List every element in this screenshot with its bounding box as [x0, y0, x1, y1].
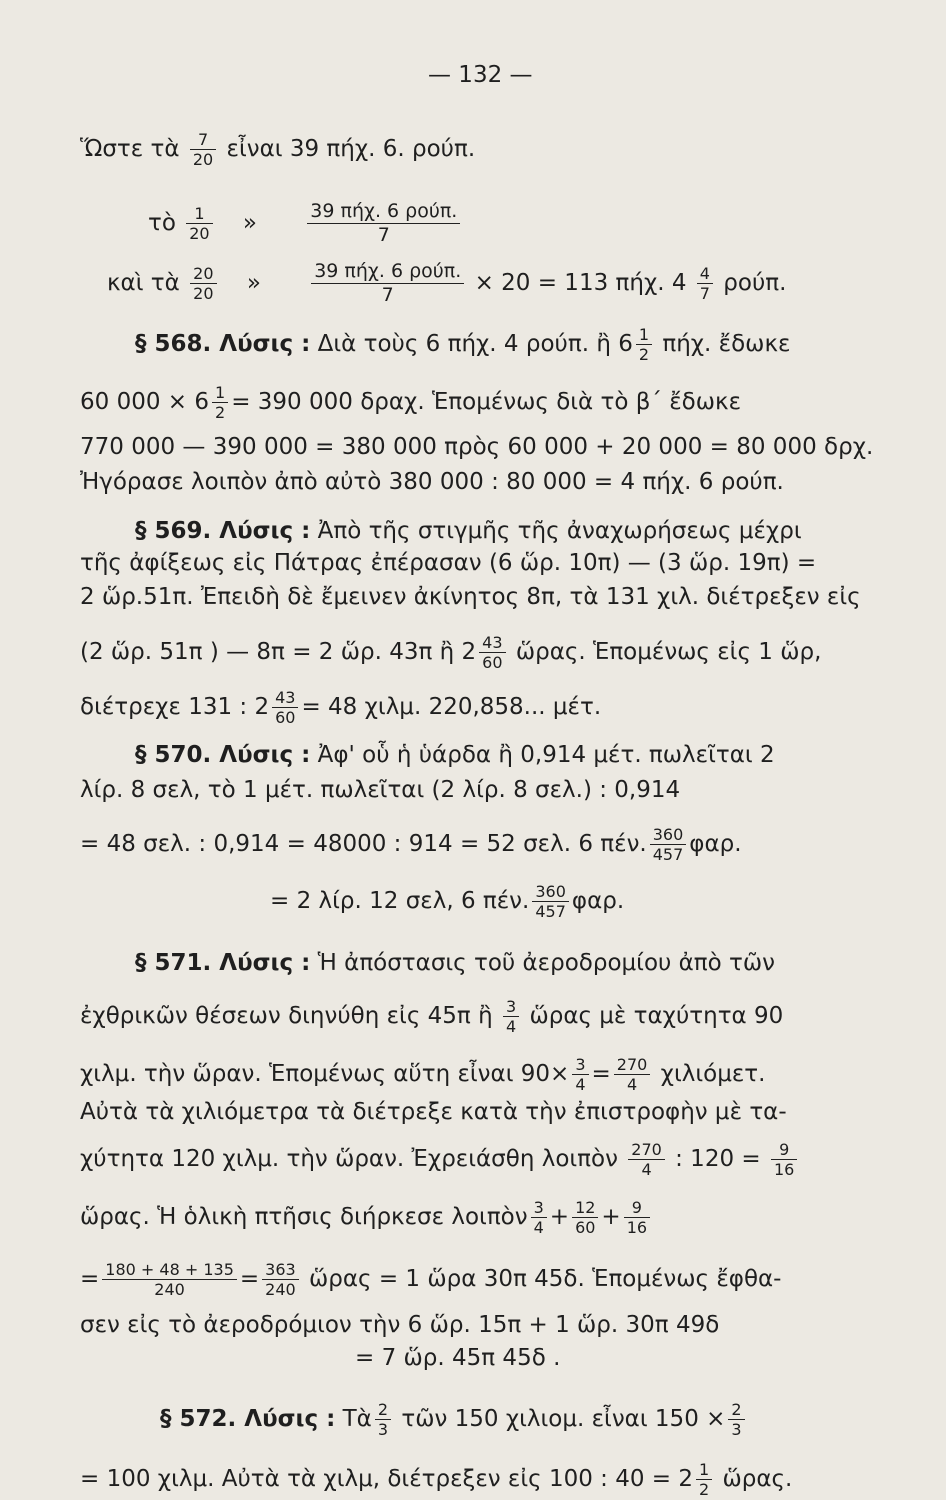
- fraction: $\frac{7}{20}$: [190, 130, 216, 169]
- fraction: $\frac{270}{4}$: [628, 1140, 665, 1179]
- s571-line-4: Αὐτὰ τὰ χιλιόμετρα τὰ διέτρεξε κατὰ τὴν ἐπιστροφὴν μὲ τα-: [80, 1099, 787, 1125]
- s571-line-9: = 7 ὥρ. 45π 45δ .: [355, 1345, 561, 1371]
- s572-line-1: § 572. Λύσις : Τὰ $\frac{2}{3}$ τῶν 150 χιλιομ. εἶναι 150 × $\frac{2}{3}$: [160, 1400, 748, 1439]
- fraction: $\frac{363}{240}$: [262, 1260, 299, 1299]
- s571-line-8: σεν εἰς τὸ ἀεροδρόμιον τὴν 6 ὥρ. 15π + 1 ὥρ. 30π 49δ: [80, 1312, 720, 1338]
- s571-line-7: = $\frac{180 + 48 + 135}{240}$ = $\frac{363}{240}$ ὥρας = 1 ὥρα 30π 45δ. Ἑπομένως ἔφθα-: [80, 1260, 782, 1299]
- s569-line-3: 2 ὥρ.51π. Ἐπειδὴ δὲ ἔμεινεν ἀκίνητος 8π, τὰ 131 χιλ. διέτρεξεν εἰς: [80, 584, 861, 610]
- text: εἶναι 39 πήχ. 6. ρούπ.: [226, 136, 476, 162]
- fraction: $\frac{2}{3}$: [728, 1400, 744, 1439]
- fraction: $\frac{\text{39 πήχ. 6 ρούπ.}}{7}$: [311, 260, 464, 307]
- s571-line-1: § 571. Λύσις : Ἡ ἀπόστασις τοῦ ἀεροδρομίου ἀπὸ τῶν: [135, 950, 775, 976]
- s569-line-2: τῆς ἀφίξεως εἰς Πάτρας ἐπέρασαν (6 ὥρ. 10π) — (3 ὥρ. 19π) =: [80, 550, 817, 576]
- s569-line-4: (2 ὥρ. 51π ) — 8π = 2 ὥρ. 43π ἢ 2 $\frac{43}{60}$ ὥρας. Ἑπομένως εἰς 1 ὥρ,: [80, 633, 822, 672]
- fraction: $\frac{360}{457}$: [532, 882, 569, 921]
- fraction: $\frac{3}{4}$: [531, 1198, 547, 1237]
- intro-line-2: τὸ $\frac{1}{20}$ » $\frac{\text{39 πήχ. 6 ρούπ.}}{7}$: [148, 200, 463, 247]
- s569-line-1: § 569. Λύσις : Ἀπὸ τῆς στιγμῆς τῆς ἀναχωρήσεως μέχρι: [135, 518, 802, 544]
- fraction: $\frac{12}{60}$: [572, 1198, 598, 1237]
- s571-line-5: χύτητα 120 χιλμ. τὴν ὥραν. Ἐχρειάσθη λοιπὸν $\frac{270}{4}$ : 120 = $\frac{9}{16}$: [80, 1140, 800, 1179]
- s571-line-2: ἐχθρικῶν θέσεων διηνύθη εἰς 45π ἢ $\frac{3}{4}$ ὥρας μὲ ταχύτητα 90: [80, 997, 784, 1036]
- fraction: $\frac{270}{4}$: [614, 1055, 651, 1094]
- fraction: $\frac{3}{4}$: [503, 997, 519, 1036]
- fraction: $\frac{20}{20}$: [190, 264, 216, 303]
- s568-line-4: Ἠγόρασε λοιπὸν ἀπὸ αὐτὸ 380 000 : 80 000 = 4 πήχ. 6 ρούπ.: [80, 469, 784, 495]
- s570-line-2: λίρ. 8 σελ, τὸ 1 μέτ. πωλεῖται (2 λίρ. 8 σελ.) : 0,914: [80, 777, 681, 803]
- fraction: $\frac{43}{60}$: [272, 688, 298, 727]
- s572-line-2: = 100 χιλμ. Αὐτὰ τὰ χιλμ, διέτρεξεν εἰς 100 : 40 = 2 $\frac{1}{2}$ ὥρας.: [80, 1460, 793, 1499]
- s570-line-4: = 2 λίρ. 12 σελ, 6 πέν. $\frac{360}{457}$ φαρ.: [270, 882, 625, 921]
- text: Ὥστε τὰ: [80, 136, 180, 162]
- fraction: $\frac{1}{2}$: [696, 1460, 712, 1499]
- s568-line-1: § 568. Λύσις : Διὰ τοὺς 6 πήχ. 4 ρούπ. ἢ 6 $\frac{1}{2}$ πήχ. ἔδωκε: [135, 325, 791, 364]
- intro-line-1: [80, 130, 475, 169]
- fraction: $\frac{180 + 48 + 135}{240}$: [102, 1260, 237, 1299]
- fraction: $\frac{9}{16}$: [624, 1198, 650, 1237]
- page-number: — 132 —: [428, 62, 533, 88]
- fraction: $\frac{3}{4}$: [572, 1055, 588, 1094]
- s571-line-3: χιλμ. τὴν ὥραν. Ἑπομένως αὕτη εἶναι 90× $\frac{3}{4}$ = $\frac{270}{4}$ χιλιόμετ.: [80, 1055, 766, 1094]
- fraction: $\frac{4}{7}$: [697, 264, 713, 303]
- fraction: $\frac{360}{457}$: [650, 825, 687, 864]
- s571-line-6: ὥρας. Ἡ ὁλικὴ πτῆσις διήρκεσε λοιπὸν $\frac{3}{4}$ + $\frac{12}{60}$ + $\frac{9}{16}$: [80, 1198, 653, 1237]
- s570-line-1: § 570. Λύσις : Ἀφ' οὗ ἡ ὑάρδα ἢ 0,914 μέτ. πωλεῖται 2: [135, 742, 775, 768]
- s569-line-5: διέτρεχε 131 : 2 $\frac{43}{60}$ = 48 χιλμ. 220,858... μέτ.: [80, 688, 602, 727]
- s570-line-3: = 48 σελ. : 0,914 = 48000 : 914 = 52 σελ. 6 πέν. $\frac{360}{457}$ φαρ.: [80, 825, 742, 864]
- fraction: $\frac{43}{60}$: [479, 633, 505, 672]
- fraction: $\frac{1}{2}$: [212, 383, 228, 422]
- s568-line-2: 60 000 × 6 $\frac{1}{2}$ = 390 000 δραχ. Ἑπομένως διὰ τὸ β΄ ἔδωκε: [80, 383, 741, 422]
- intro-line-3: καὶ τὰ $\frac{20}{20}$ » $\frac{\text{39 πήχ. 6 ρούπ.}}{7}$ × 20 = 113 πήχ. 4 $\frac{4}{7}$ ρούπ.: [107, 260, 787, 306]
- fraction: $\frac{\text{39 πήχ. 6 ρούπ.}}{7}$: [307, 200, 460, 247]
- fraction: $\frac{1}{2}$: [636, 325, 652, 364]
- fraction: $\frac{9}{16}$: [771, 1140, 797, 1179]
- fraction: $\frac{1}{20}$: [186, 204, 212, 243]
- fraction: $\frac{2}{3}$: [375, 1400, 391, 1439]
- s568-line-3: 770 000 — 390 000 = 380 000 πρὸς 60 000 + 20 000 = 80 000 δρχ.: [80, 434, 874, 460]
